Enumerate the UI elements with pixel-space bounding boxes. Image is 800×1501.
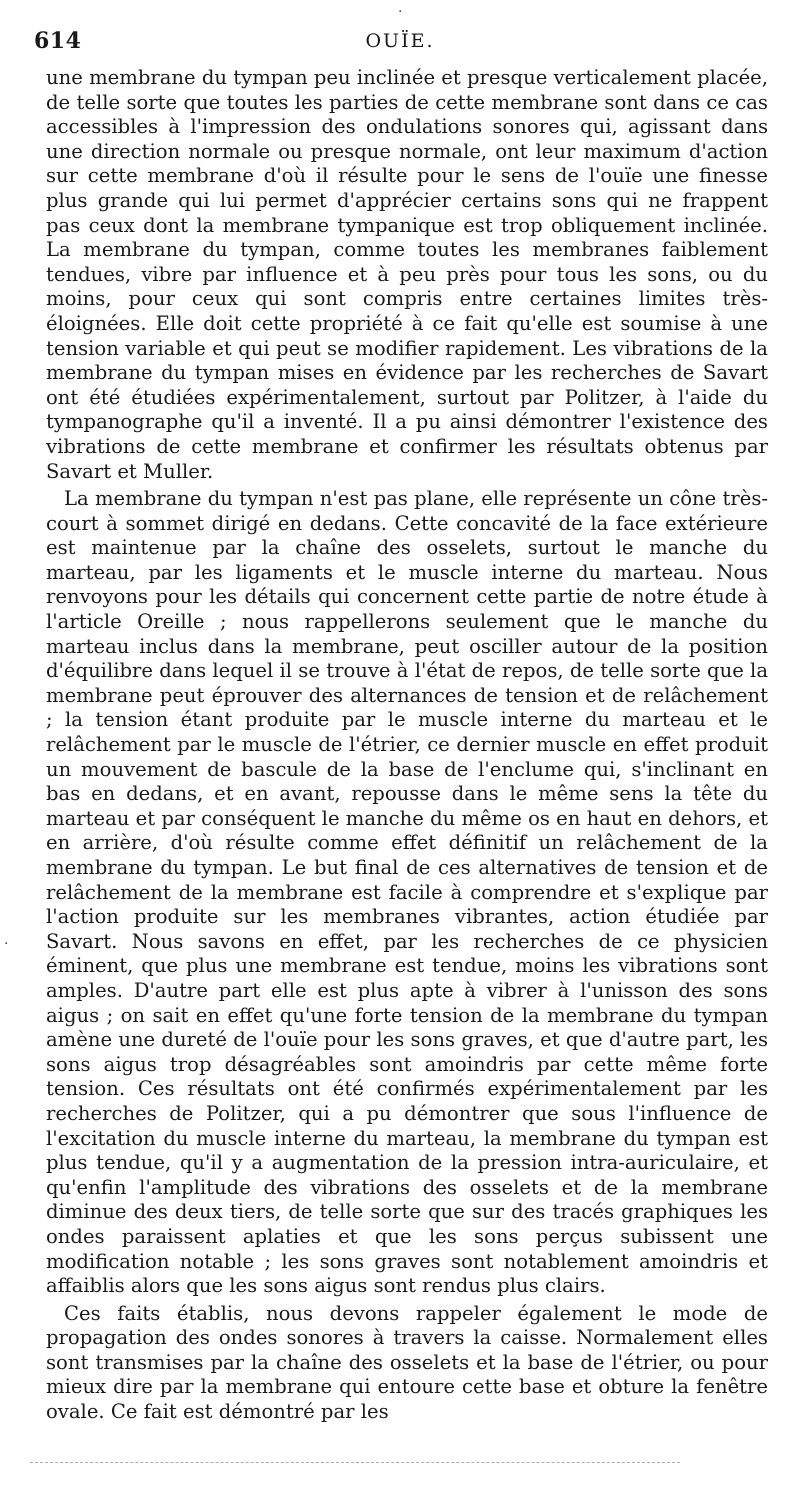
body-text <box>46 66 768 1428</box>
paragraph-3: Ces faits établis, nous devons rappeler également le mode de propagation des ondes sonores à travers la caisse. Normalement elles sont transmises par la chaîne des osselets et la base de l'étrier, ou pour mieux dire par la membrane qui entoure cette base et obture la fenêtre ovale. Ce fait est démontré par les <box>46 1301 768 1424</box>
ink-speck: · <box>398 4 403 20</box>
ink-speck: · <box>4 936 9 952</box>
footer-rule <box>30 1462 680 1463</box>
page-header <box>34 28 766 60</box>
page-number: 614 <box>34 28 82 54</box>
paragraph-1: une membrane du tympan peu inclinée et presque verticalement placée, de telle sorte que toutes les parties de cette membrane sont dans ce cas accessibles à l'impression des ondulations sonores qui, agissant dans une direction normale ou presque normale, ont leur maximum d'action sur cette membrane d'où il résulte pour le sens de l'ouïe une finesse plus grande qui lui permet d'apprécier certains sons qui ne frappent pas ceux dont la membrane tympanique est trop obliquement inclinée. La membrane du tympan, comme toutes les membranes faiblement tendues, vibre par influence et à peu près pour tous les sons, ou du moins, pour ceux qui sont compris entre certaines limites très-éloignées. Elle doit cette propriété à ce fait qu'elle est soumise à une tension variable et qui peut se modifier rapidement. Les vibrations de la membrane du tympan mises en évidence par les recherches de Savart ont été étudiées expérimentalement, surtout par Politzer, à l'aide du tympanographe qu'il a inventé. Il a pu ainsi démontrer l'existence des vibrations de cette membrane et confirmer les résultats obtenus par Savart et Muller. <box>46 66 768 483</box>
running-title: OUÏE. <box>365 30 435 52</box>
paragraph-2: La membrane du tympan n'est pas plane, elle représente un cône très-court à sommet dirigé en dedans. Cette concavité de la face extérieure est maintenue par la chaîne des osselets, surtout le manche du marteau, par les ligaments et le muscle interne du marteau. Nous renvoyons pour les détails qui concernent cette partie de notre étude à l'article Oreille ; nous rappellerons seulement que le manche du marteau inclus dans la membrane, peut osciller autour de la position d'équilibre dans lequel il se trouve à l'état de repos, de telle sorte que la membrane peut éprouver des alternances de tension et de relâchement ; la tension étant produite par le muscle interne du marteau et le relâchement par le muscle de l'étrier, ce dernier muscle en effet produit un mouvement de bascule de la base de l'enclume qui, s'inclinant en bas en dedans, et en avant, repousse dans le même sens la tête du marteau et par conséquent le manche du même os en haut en dehors, et en arrière, d'où résulte comme effet définitif un relâchement de la membrane du tympan. Le but final de ces alternatives de tension et de relâchement de la membrane est facile à comprendre et s'explique par l'action produite sur les membranes vibrantes, action étudiée par Savart. Nous savons en effet, par les recherches de ce physicien éminent, que plus une membrane est tendue, moins les vibrations sont amples. D'autre part elle est plus apte à vibrer à l'unisson des sons aigus ; on sait en effet qu'une forte tension de la membrane du tympan amène une dureté de l'ouïe pour les sons graves, et que d'autre part, les sons aigus trop désagréables sont amoindris par cette même forte tension. Ces résultats ont été confirmés expérimentalement par les recherches de Politzer, qui a pu démontrer que sous l'influence de l'excitation du muscle interne du marteau, la membrane du tympan est plus tendue, qu'il y a augmentation de la pression intra-auriculaire, et qu'enfin l'amplitude des vibrations des osselets et de la membrane diminue des deux tiers, de telle sorte que sur des tracés graphiques les ondes paraissent aplaties et que les sons perçus subissent une modification notable ; les sons graves sont notablement amoindris et affaiblis alors que les sons aigus sont rendus plus clairs. <box>46 487 768 1298</box>
